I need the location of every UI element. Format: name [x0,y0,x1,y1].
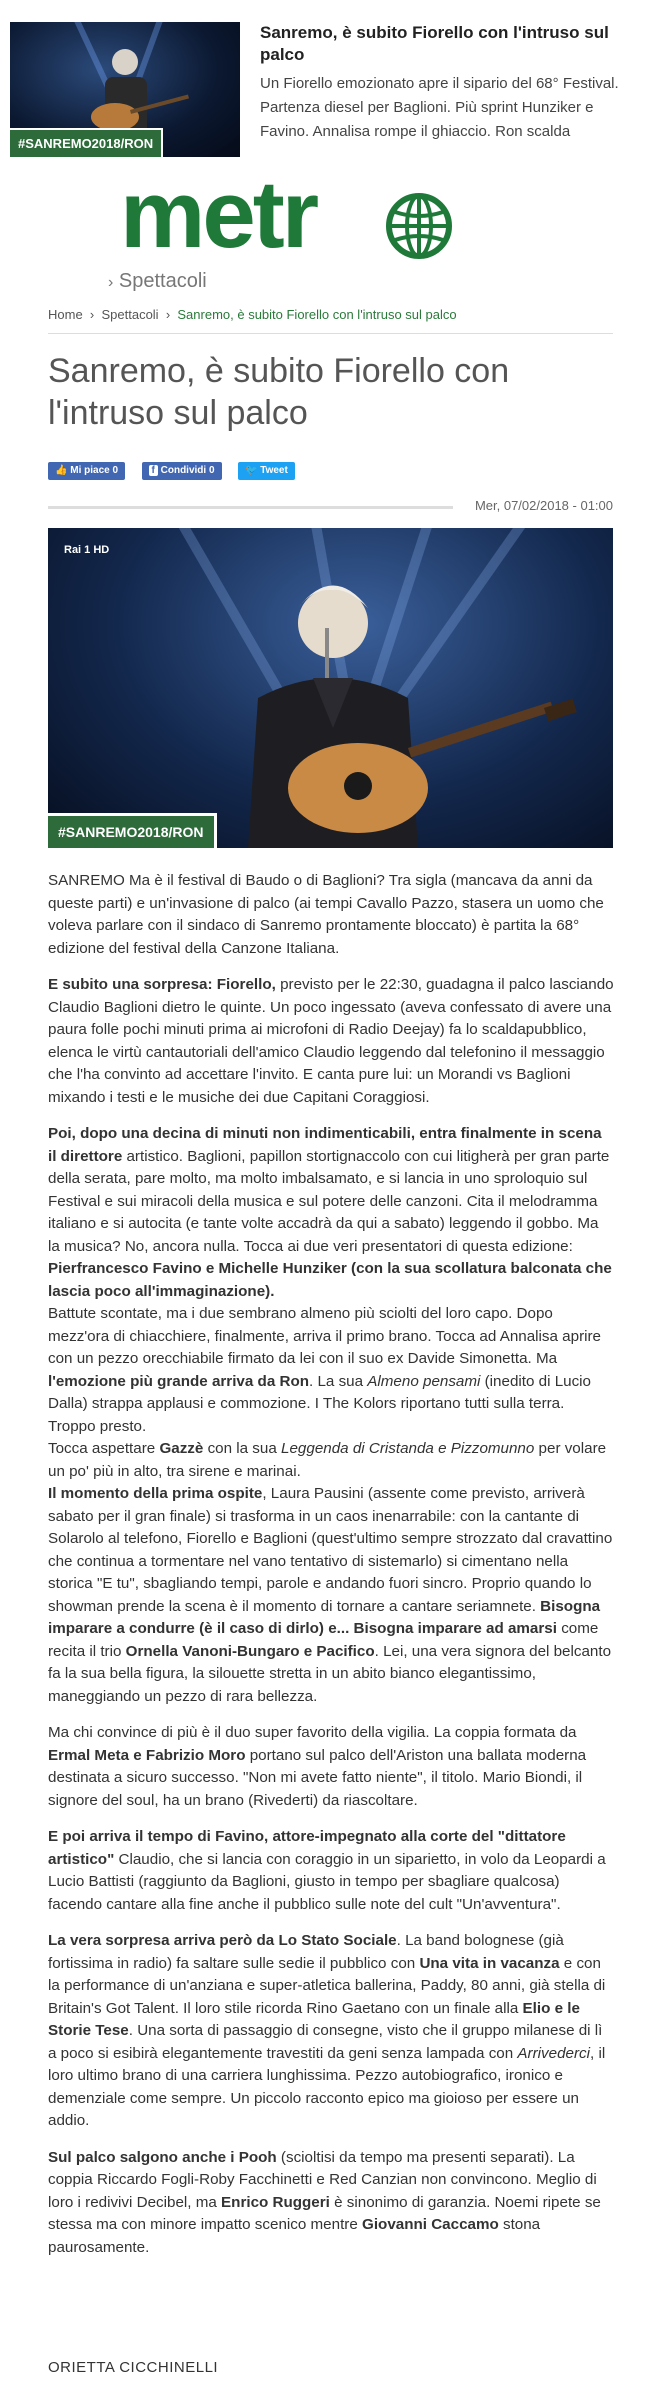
text: stona paurosamente. [48,2216,541,2256]
teaser-thumbnail[interactable] [10,22,240,157]
page-title: Sanremo, è subito Fiorello con l'intruso sul palco [48,352,510,432]
paragraph [48,1930,614,2133]
text: . Una sorta di passaggio di consegne, visto che il gruppo milanese di lì a poco si esibirà elegantemente travestiti da geni senza lampada con [48,2022,603,2062]
bold-text: E poi arriva il tempo di Favino, attore-impegnato alla corte del "dittatore artistico" [48,1828,566,1868]
article-body [48,870,614,2273]
hero-image [48,528,613,848]
text: con la sua [203,1440,282,1457]
bold-text: Il momento della prima ospite [48,1485,263,1502]
text: Battute scontate, ma i due sembrano almeno più sciolti del loro capo. Dopo mezz'ora di chiacchiere, finalmente, arriva il primo brano. Tocca ad Annalisa aprire con un pezzo orecchiabile firmato da lei con il suo ex Davide Simonetta. Ma [48,1305,602,1367]
section-label: Spettacoli [118,270,207,292]
hero-tag[interactable]: #SANREMO2018/RON [48,813,217,848]
chevron-right-icon: › [108,274,114,291]
chevron-right-icon: › [162,307,178,322]
text: Claudio, che si lancia con coraggio in un siparietto, in volo da Leopardi a Lucio Battisti (raggiunto da Baglioni, giusto in tempo per sbagliare qualcosa) facendo cantare alla fine anche il pubblico sulle note del cult "Un'avventura". [48,1850,606,1913]
share-label: Condividi 0 [160,465,215,476]
performer-illustration [48,528,613,848]
tweet-button[interactable] [238,462,295,480]
text: . Lei, una vera signora del belcanto fa la sua bella figura, la silouette stretta in un abito bianco elegantissimo, maneggiando un pezzo di rara bellezza. [48,1642,612,1705]
teaser-text: Un Fiorello emozionato apre il sipario del 68° Festival. Partenza diesel per Baglioni. Più sprint Hunziker e Favino. Annalisa rompe il ghiaccio. Ron scalda [260,75,619,140]
breadcrumb-home[interactable]: Home [48,307,83,322]
bold-text: l'emozione più grande arriva da Ron [48,1372,310,1390]
social-share-bar [48,462,307,480]
text: Ma chi convince di più è il duo super favorito della vigilia. La coppia formata da [48,1724,577,1741]
section-link[interactable] [108,270,207,293]
italic-text: Almeno pensami [367,1372,481,1390]
bold-text: Ornella Vanoni-Bungaro e Pacifico [125,1642,375,1660]
text: e con la performance di un'anziana e super-atletica ballerina, Paddy, 80 anni, già stella di Britain's Got Talent. Il loro stile ricorda Rino Gaetano con un finale alla [48,1954,606,2017]
text: , il loro ultimo brano di una carriera lunghissima. Pezzo autobiografico, ironico e demenziale come sempre. Un piccolo racconto epico ma gioioso per essere un addio. [48,2044,606,2129]
paragraph [48,1722,614,1812]
text: come recita il trio [48,1620,599,1660]
text: . La sua [309,1372,368,1390]
text: è sinonimo di garanzia. Noemi ripete se stessa ma con minore impatto scenico mentre [48,2193,601,2233]
thumbs-up-icon: 👍 [55,465,68,476]
bold-text: Bisogna imparare a condurre (è il caso di dirlo) e... Bisogna imparare ad amarsi [48,1597,601,1637]
italic-text: Leggenda di Cristanda e Pizzomunno [281,1440,535,1457]
breadcrumb [48,307,457,322]
paragraph [48,2147,614,2260]
text: . La band bolognese (già fortissima in radio) fa saltare sulle sedie il pubblico con [48,1932,564,1972]
divider [48,333,613,334]
facebook-icon: f [149,465,158,476]
facebook-share-button[interactable] [142,462,222,480]
bold-text: Pierfrancesco Favino e Michelle Hunziker (con la sua scollatura balconata che lascia poco all'immaginazione). [48,1260,612,1300]
bold-text: Poi, dopo una decina di minuti non indimenticabili, entra finalmente in scena il direttore [48,1125,602,1165]
paragraph [48,1826,614,1916]
tweet-label: Tweet [260,465,288,476]
text: , Laura Pausini (assente come previsto, arriverà sabato per il gran finale) si trasforma in un caos inenarrabile: con la cantante di Solarolo al telefono, Fiorello e Baglioni (quest'ultimo sempre strozzato dal cravattino che continua a tormentare nel vano tentativo di sistemarlo) si cimentano nella storica "E tu", sbagliando tempi, parole e andando fuori sincro. Proprio quando lo showman prende la scena è il momento di tornare a cantare seriamnete. [48,1485,613,1615]
text: (inedito di Lucio Dalla) strappa applausi e commozione. I The Kolors riportano tutti sulla terra. Troppo presto. [48,1372,592,1435]
paragraph [48,1123,614,1708]
bold-text: Enrico Ruggeri [221,2193,330,2211]
text: per volare un po' più in alto, tra sirene e marinai. [48,1440,607,1480]
bold-text: La vera sorpresa arriva però da Lo Stato Sociale [48,1932,397,1949]
text: artistico. Baglioni, papillon stortignaccolo con cui litigherà per gran parte della serata, pare molto, ma molto imbalsamato, e si lancia in uno sproloquio sul Festival e sui miracoli della musica e sul potere delle canzoni. Cita il melodramma italiano e si autocita (e tante volte accadrà da qui a sabato) leggendo il gobbo. Ma la musica? No, ancora nulla. Tocca ai due veri presentatori di questa edizione: [48,1147,610,1255]
breadcrumb-current: Sanremo, è subito Fiorello con l'intruso sul palco [177,307,457,322]
like-label: Mi piace 0 [70,465,119,476]
facebook-like-button[interactable] [48,462,125,480]
breadcrumb-section[interactable]: Spettacoli [101,307,159,322]
bold-text: Gazzè [159,1440,204,1457]
paragraph: SANREMO Ma è il festival di Baudo o di Baglioni? Tra sigla (mancava da anni da queste parti) e un'invasione di palco (ai tempi Cavallo Pazzo, stasera un uomo che voleva parlare con il sindaco di Sanremo prontamente bloccato) è partita la 68° edizione del festival della Canzone Italiana. [48,872,604,957]
divider [48,506,453,509]
author-name: ORIETTA CICCHINELLI [48,2359,219,2376]
bold-text: Una vita in vacanza [419,1954,560,1972]
metro-logo[interactable] [120,161,450,270]
logo-word: metr [120,161,317,268]
teaser-title[interactable]: Sanremo, è subito Fiorello con l'intruso sul palco [260,23,609,64]
globe-icon [385,192,453,260]
twitter-bird-icon: 🐦 [244,465,258,476]
publish-date: Mer, 07/02/2018 - 01:00 [474,498,613,513]
paragraph [48,974,614,1109]
channel-logo: Rai 1 HD [64,544,110,556]
chevron-right-icon: › [86,307,102,322]
related-article-teaser[interactable] [10,22,646,157]
text: Tocca aspettare [48,1440,160,1457]
text: previsto per le 22:30, guadagna il palco lasciando Claudio Baglioni dietro le quinte. Un poco ingessato (aveva confessato di avere una paura folle pochi minuti prima ai microfoni di Radio Deejay) fa lo scaldapubblico, elenca le virtù cantautoriali dell'amico Claudio leggendo dal telefonino il messaggio che l'ha convinto ad accettare l'invito. E canta pure lui: un Morandi vs Baglioni mixando i testi e le musiche dei due Capitani Coraggiosi. [48,976,614,1106]
date-bar [48,498,613,514]
text: portano sul palco dell'Ariston una ballata moderna destinata a sicuro successo. "Non mi avete fatto niente", il titolo. Mario Biondi, il signore del soul, ha un brano (Rivederti) da riascoltare. [48,1746,587,1809]
bold-text: Sul palco salgono anche i Pooh [48,2148,277,2166]
bold-text: Ermal Meta e Fabrizio Moro [48,1746,246,1764]
italic-text: Arrivederci [517,2044,591,2062]
text: (scioltisi da tempo ma presenti separati). La coppia Riccardo Fogli-Roby Facchinetti e Red Canzian non convincono. Meglio di loro i redivivi Decibel, ma [48,2148,597,2211]
bold-text: Giovanni Caccamo [362,2216,499,2233]
bold-text: E subito una sorpresa: Fiorello, [48,976,276,993]
bold-text: Elio e le Storie Tese [48,1999,580,2039]
teaser-tag[interactable]: #SANREMO2018/RON [10,128,163,157]
